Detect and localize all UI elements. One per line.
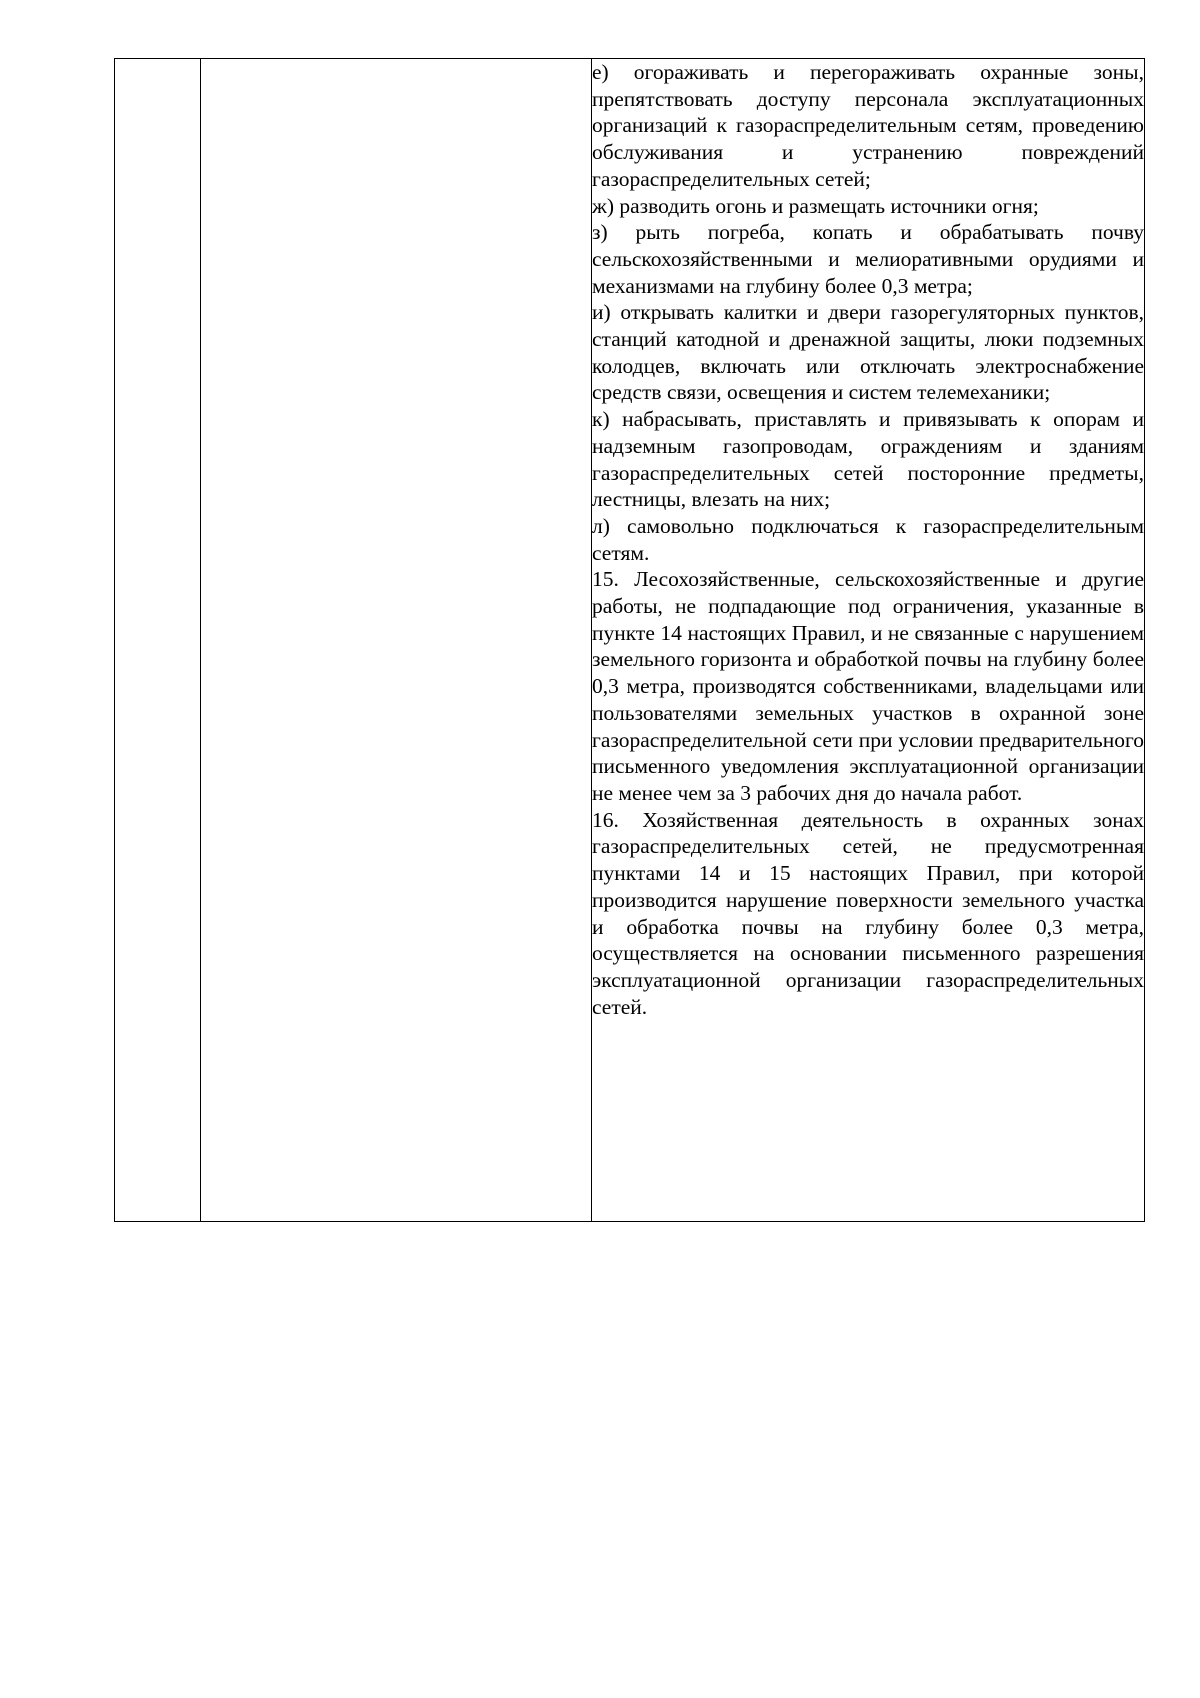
- paragraph-16: 16. Хозяйственная деятельность в охранных зонах газораспределительных сетей, не предусмотренная пунктами 14 и 15 настоящих Правил, при которой производится нарушение поверхности земельного участка и обработка почвы на глубину более 0,3 метра, осуществляется на основании письменного разрешения эксплуатационной организации газораспределительных сетей.: [592, 807, 1144, 1019]
- paragraph-z: з) рыть погреба, копать и обрабатывать почву сельскохозяйственными и мелиоративными орудиями и механизмами на глубину более 0,3 метра;: [592, 220, 1144, 298]
- name-cell: [201, 59, 592, 1222]
- paragraph-k: к) набрасывать, приставлять и привязывать к опорам и надземным газопроводам, ограждениям и зданиям газораспределительных сетей посторонние предметы, лестницы, влезать на них;: [592, 407, 1144, 512]
- paragraph-l: л) самовольно подключаться к газораспределительным сетям.: [592, 513, 1144, 565]
- paragraph-e: е) огораживать и перегораживать охранные зоны, препятствовать доступу персонала эксплуатационных организаций к газораспределительным сетям, проведению обслуживания и устранению повреждений газораспределительных сетей;: [592, 60, 1144, 191]
- paragraph-i: и) открывать калитки и двери газорегуляторных пунктов, станций катодной и дренажной защиты, люки подземных колодцев, включать или отключать электроснабжение средств связи, освещения и систем телемеханики;: [592, 300, 1144, 405]
- paragraph-zh: ж) разводить огонь и размещать источники огня;: [592, 193, 1039, 218]
- regulations-table: [114, 58, 1145, 1222]
- table-row: [115, 59, 1145, 1222]
- paragraph-15: 15. Лесохозяйственные, сельскохозяйственные и другие работы, не подпадающие под ограничения, указанные в пункте 14 настоящих Правил, и не связанные с нарушением земельного горизонта и обработкой почвы на глубину более 0,3 метра, производятся собственниками, владельцами или пользователями земельных участков в охранной зоне газораспределительной сети при условии предварительного письменного уведомления эксплуатационной организации не менее чем за 3 рабочих дня до начала работ.: [592, 567, 1144, 805]
- number-cell: [115, 59, 201, 1222]
- content-cell: [592, 59, 1145, 1222]
- regulation-text: [592, 59, 1144, 1020]
